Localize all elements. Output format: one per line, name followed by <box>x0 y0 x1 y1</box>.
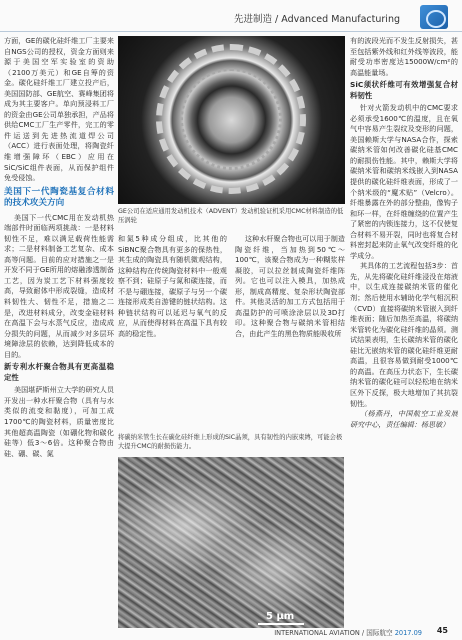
right-column <box>350 36 458 626</box>
scale-label: 5 μm <box>266 611 295 622</box>
center-column-left <box>118 234 227 424</box>
section-title: 先进制造 / Advanced Manufacturing <box>234 14 400 25</box>
header-divider <box>0 31 462 32</box>
center-column-right <box>235 234 345 424</box>
paragraph: 其具体的工艺流程包括3步：首先，从先将碳化硅纤维浸没在熔液中，以生成连接碳纳米管的催化剂；然后使用水辅助化学气相沉积（CVD）直接将碳纳米管嵌入到纤维表面；随后加热至高温，将碳纳米管转化为碳化硅纤维的晶须。测试结果表明，生长碳纳米管的碳化硅比无嵌纳米管的碳化硅纤维更耐高温，且很容易做到耐受1000℃的高温。在高压力状态下，生长碳纳米管的碳化硅可以轻松地在纳米区外下反探，极大地增加了其抗裂韧性。 <box>350 261 458 408</box>
paragraph: 这种水杆聚合物也可以用于制造陶瓷纤维，当加热到50℃～100℃，该聚合物成为一种糊浆样凝胶，可以拉丝制成陶瓷纤维阵列。它也可以注入模具，加热成形，制成高精度、复杂形状陶瓷部件。其他灵活的加工方式包括用于高温防护的可喷涂涂层以及3D打印。这种聚合物与碳纳米管相结合，由此产生的黑色物质能吸收所 <box>235 234 345 338</box>
section-heading: 美国下一代陶瓷基复合材料的技术攻关方向 <box>4 186 114 209</box>
page-number: 45 <box>436 626 448 635</box>
paragraph: 方面，GE的碳化硅纤维工厂主要来自NGS公司的授权，资金方面则来源于美国空军实验室的资助（2100万美元）和GE自筹的资金。碳化硅纤维工厂建立投产后，美国国防部、GE航空、赛峰集团将成为其主要客户。单向预浸料工厂的资金由GE公司单独承担，产品将供给CMC工厂生产零件，完工的零件运送到先进热流道焊公司（ACC）进行表面处理，将陶瓷纤维增强障环（EBC）应用在SiC/SiC组件表面，从而保护组件免受侵蚀。 <box>4 36 114 183</box>
magazine-logo-icon <box>420 5 448 29</box>
paragraph: 有的波段光而不发生反射损失，甚至包括紫外线和红外线等波段，能耐受功率密度达15000W/cm²的高温能量场。 <box>350 36 458 77</box>
scale-bar <box>258 623 304 625</box>
issue-date: 2017.09 <box>394 629 422 637</box>
sem-caption: 将碳纳米管生长在碳化硅纤维上形成的SiC晶须，具有韧性的内嵌束縛，可能会极大提升CMC的耐损伤能力。 <box>118 434 343 450</box>
turbine-photo <box>118 36 345 204</box>
sem-micrograph <box>118 457 344 628</box>
page-footer <box>0 626 462 640</box>
paragraph: 针对火箭发动机中的CMC要求必须承受1600℃的温度，且在氧气中容易产生裂纹及变形的问题，美国赖斯大学与NASA合作，探索碳纳米管如何改善碳化硅基CMC的耐损伤性能。其中，赖斯大学将碳纳米管和碳纳米线嵌入到NASA提供的碳化硅纤维表面，形成了一个纳米级的“魔术贴”（Velcro）。纤维暴露在外的部分整曲，像钩子和环一样，在纤维缠绕的位置产生了紧密的内锁连接力，这不仅使复合材料不易开裂，同时也将复合材料密封起来防止氧气改变纤维的化学成分。 <box>350 103 458 260</box>
paragraph: 美国堪萨斯州立大学的研究人员开发出一种水杆聚合物（具有与水类似的流变和黏度），可加工成1700℃的陶瓷材料，质量密度比其他超高温陶瓷（如硼化物和碳化硅等）低3～6倍。这种聚合物由硅、硼、碳、氮 <box>4 385 114 458</box>
paragraph: 美国下一代CMC用在发动机热端部件时面临两项挑战：一是材料韧性不足，难以满足载荷性能需求；二是材料制备工艺复杂、成本高等问题。目前的应对措施之一是开发不同于GE所用的熔融渗透制备工艺，因为炭工艺下材料强度较高，导致耐体中形成裂缝，造成材料韧性大、韧性不足，措施之二是，改进材料成分，改变金硅材料在高温下会与水蒸气反应，造成成分损失的问题，从而减少对多层环境障涂层的依赖，达到降低成本的目的。 <box>4 212 114 359</box>
left-column <box>4 36 114 626</box>
paragraph: 和氮5种成分组成，比其他的SiBNC聚合物具有更多的保热性，其生成的陶瓷具有随机微观结构，这种结构在传统陶瓷材料中一般观察不到；硅原子与氮和碳连接，而不是与硼连接，碳原子与另一个碳连接形成类自游键的链状结构。这种链状结构可以延迟与氧气的反应，从而使得材料在高温下具有较高的稳定性。 <box>118 234 227 338</box>
sub-heading: SiC须状纤维可有效增强复合材料韧性 <box>350 80 458 100</box>
author-signature: （杨燕丹，中国航空工业发展研究中心，责任编辑：杨思敏） <box>350 409 458 429</box>
magazine-name: INTERNATIONAL AVIATION / 国际航空 <box>274 629 393 637</box>
page-header <box>0 0 462 34</box>
footer-magazine <box>274 627 422 637</box>
sub-heading: 新专利水杆聚合物具有更高温稳定性 <box>4 362 114 382</box>
photo-caption: GE公司在适应通用发动机技术（ADVENT）发动机验证机采用CMC材料制造的低压涡轮 <box>118 208 344 224</box>
